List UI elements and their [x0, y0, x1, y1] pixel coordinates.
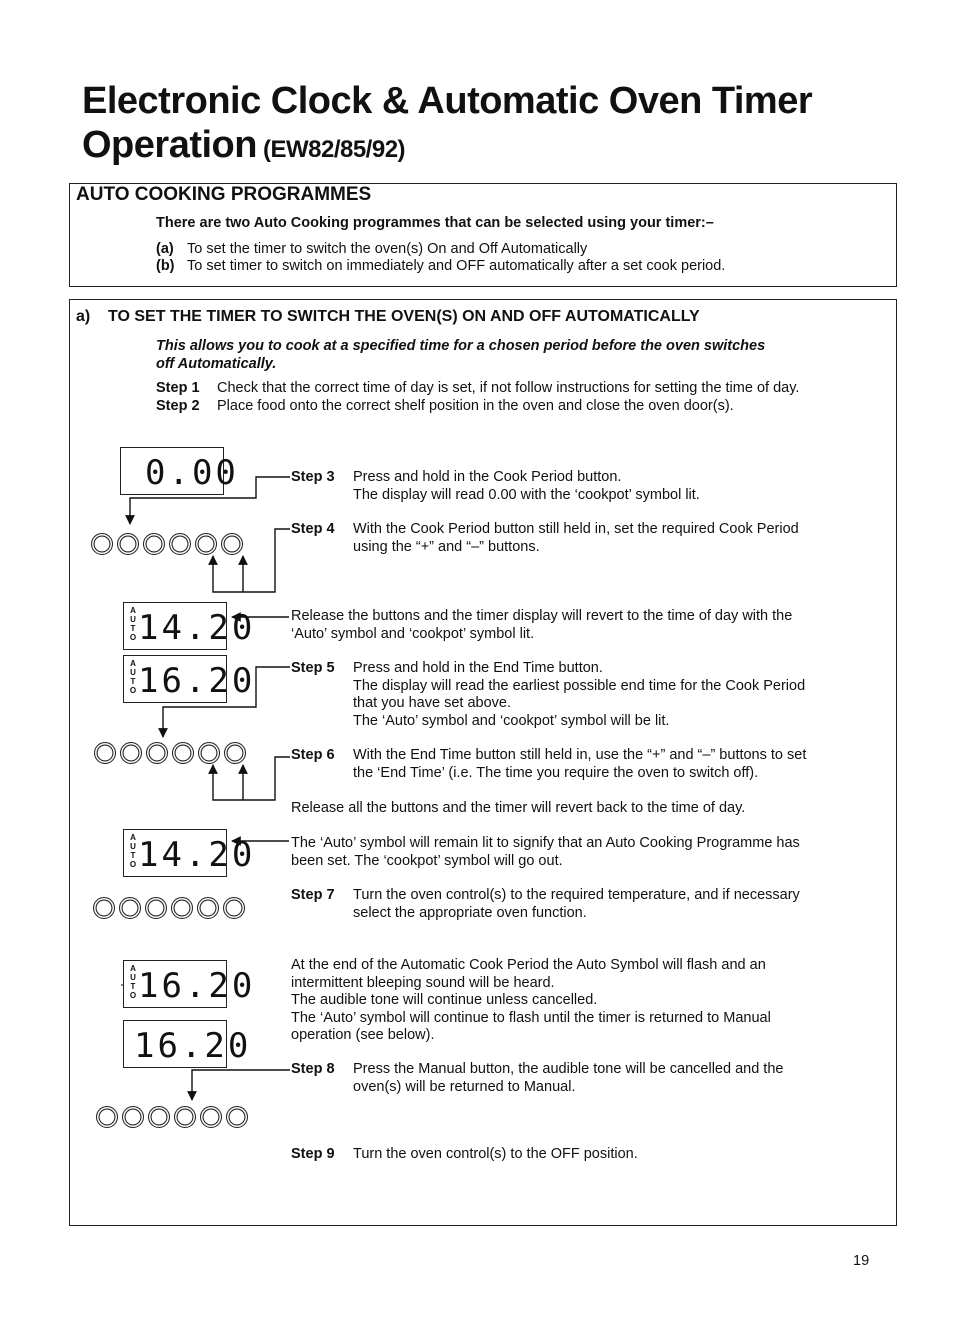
step-label: Step 1	[156, 380, 200, 396]
step-label: Step 2	[156, 398, 200, 414]
timer-button[interactable]	[122, 1106, 144, 1128]
timer-button[interactable]	[195, 533, 217, 555]
timer-buttons	[96, 1106, 248, 1128]
programme-item-text: To set timer to switch on immediately and OFF automatically after a set cook period.	[187, 258, 726, 274]
release-note-1	[291, 608, 792, 643]
auto-symbol: A U T O	[129, 659, 137, 695]
programme-item-label: (a)	[156, 241, 174, 257]
step-text: Turn the oven control(s) to the OFF position.	[353, 1146, 638, 1162]
timer-button[interactable]	[93, 897, 115, 919]
timer-buttons	[94, 742, 246, 764]
display-value: 16.20	[134, 1026, 252, 1066]
step-9	[291, 1146, 638, 1164]
timer-display	[123, 602, 256, 650]
step-text: that you have set above.	[353, 695, 511, 711]
auto-programmes-heading: AUTO COOKING PROGRAMMES	[76, 184, 372, 205]
page-title-operation: Operation	[82, 124, 257, 166]
step-3	[291, 469, 700, 504]
timer-buttons	[93, 897, 245, 919]
timer-button[interactable]	[198, 742, 220, 764]
note-text: At the end of the Automatic Cook Period the Auto Symbol will flash and an	[291, 957, 766, 973]
step-text: Press and hold in the End Time button.	[353, 660, 603, 676]
timer-button[interactable]	[171, 897, 193, 919]
timer-display	[120, 447, 239, 495]
step-text: using the “+” and “–” buttons.	[353, 538, 540, 555]
step-text: The display will read the earliest possible end time for the Cook Period	[353, 677, 806, 694]
step-8	[291, 1061, 783, 1096]
timer-button[interactable]	[226, 1106, 248, 1128]
timer-button[interactable]	[96, 1106, 118, 1128]
step-text: With the Cook Period button still held in, set the required Cook Period	[353, 521, 799, 537]
intro-line: This allows you to cook at a specified time for a chosen period before the oven switches	[156, 338, 766, 354]
step-text: Press and hold in the Cook Period button.	[353, 469, 622, 485]
step-text: the ‘End Time’ (i.e. The time you require the oven to switch off).	[353, 764, 759, 781]
timer-button[interactable]	[145, 897, 167, 919]
step-text: oven(s) will be returned to Manual.	[353, 1078, 576, 1095]
step-text: Place food onto the correct shelf position in the oven and close the oven door(s).	[217, 398, 734, 414]
step-label: Step 5	[291, 660, 335, 676]
timer-button[interactable]	[146, 742, 168, 764]
display-value: 14.20	[138, 608, 256, 648]
note-text: The audible tone will continue unless cancelled.	[291, 992, 598, 1008]
model-numbers: (EW82/85/92)	[262, 136, 406, 163]
note-text: The ‘Auto’ symbol will continue to flash until the timer is returned to Manual	[291, 1009, 771, 1026]
note-text: ‘Auto’ symbol and ‘cookpot’ symbol lit.	[291, 625, 535, 642]
step-text: With the End Time button still held in, use the “+” and “–” buttons to set	[353, 747, 807, 763]
step-text: Turn the oven control(s) to the required temperature, and if necessary	[353, 887, 800, 903]
timer-button[interactable]	[172, 742, 194, 764]
step-text: The ‘Auto’ symbol and ‘cookpot’ symbol will be lit.	[353, 712, 670, 729]
page-title-line1: Electronic Clock & Automatic Oven Timer	[82, 80, 813, 122]
note-text: intermittent bleeping sound will be heard.	[291, 974, 555, 991]
auto-symbol: A U T O	[129, 833, 137, 869]
step-6	[291, 747, 806, 782]
timer-button[interactable]	[143, 533, 165, 555]
auto-symbol: A U T O	[129, 606, 137, 642]
note-text: operation (see below).	[291, 1027, 435, 1043]
timer-display	[123, 655, 256, 703]
intro-line: off Automatically.	[156, 356, 277, 372]
step-text: Press the Manual button, the audible tone will be cancelled and the	[353, 1061, 784, 1077]
timer-display-flashing	[123, 960, 256, 1008]
step-label: Step 4	[291, 521, 335, 537]
auto-programmes-intro: There are two Auto Cooking programmes that can be selected using your timer:–	[156, 215, 714, 231]
note-text: Release the buttons and the timer display will revert to the time of day with the	[291, 608, 793, 624]
auto-lit-note	[291, 835, 800, 870]
programme-item-label: (b)	[156, 258, 175, 274]
note-text: The ‘Auto’ symbol will remain lit to signify that an Auto Cooking Programme has	[291, 835, 800, 851]
display-value: 0.00	[145, 453, 239, 493]
timer-button[interactable]	[197, 897, 219, 919]
display-value: 16.20	[138, 661, 256, 701]
timer-display	[123, 1020, 252, 1068]
timer-button[interactable]	[91, 533, 113, 555]
timer-button[interactable]	[169, 533, 191, 555]
step-label: Step 8	[291, 1061, 335, 1077]
step-label: Step 9	[291, 1146, 335, 1162]
display-value: 14.20	[138, 835, 256, 875]
timer-button[interactable]	[120, 742, 142, 764]
timer-button[interactable]	[148, 1106, 170, 1128]
step-7	[291, 887, 800, 922]
programme-item-text: To set the timer to switch the oven(s) On and Off Automatically	[187, 241, 588, 257]
timer-button[interactable]	[174, 1106, 196, 1128]
page-number: 19	[853, 1253, 870, 1269]
timer-button[interactable]	[94, 742, 116, 764]
auto-symbol: A U T O	[129, 964, 137, 1000]
step-5	[291, 660, 805, 730]
timer-display	[123, 829, 256, 877]
timer-button[interactable]	[221, 533, 243, 555]
end-of-cook-note	[291, 957, 771, 1045]
timer-button[interactable]	[117, 533, 139, 555]
timer-button[interactable]	[224, 742, 246, 764]
step-text: Check that the correct time of day is set, if not follow instructions for setting the time of day.	[217, 380, 800, 396]
display-value: 16.20	[138, 966, 256, 1006]
timer-button[interactable]	[223, 897, 245, 919]
step-label: Step 3	[291, 469, 335, 485]
release-note-2: Release all the buttons and the timer will revert back to the time of day.	[291, 800, 746, 816]
step-4	[291, 521, 799, 556]
note-text: been set. The ‘cookpot’ symbol will go out.	[291, 852, 563, 869]
step-label: Step 7	[291, 887, 335, 903]
section-a-heading: a) TO SET THE TIMER TO SWITCH THE OVEN(S) ON AND OFF AUTOMATICALLY	[76, 308, 700, 325]
step-text: The display will read 0.00 with the ‘cookpot’ symbol lit.	[353, 486, 700, 503]
step-label: Step 6	[291, 747, 335, 763]
timer-button[interactable]	[200, 1106, 222, 1128]
timer-button[interactable]	[119, 897, 141, 919]
timer-buttons	[91, 533, 243, 555]
step-text: select the appropriate oven function.	[353, 904, 587, 921]
